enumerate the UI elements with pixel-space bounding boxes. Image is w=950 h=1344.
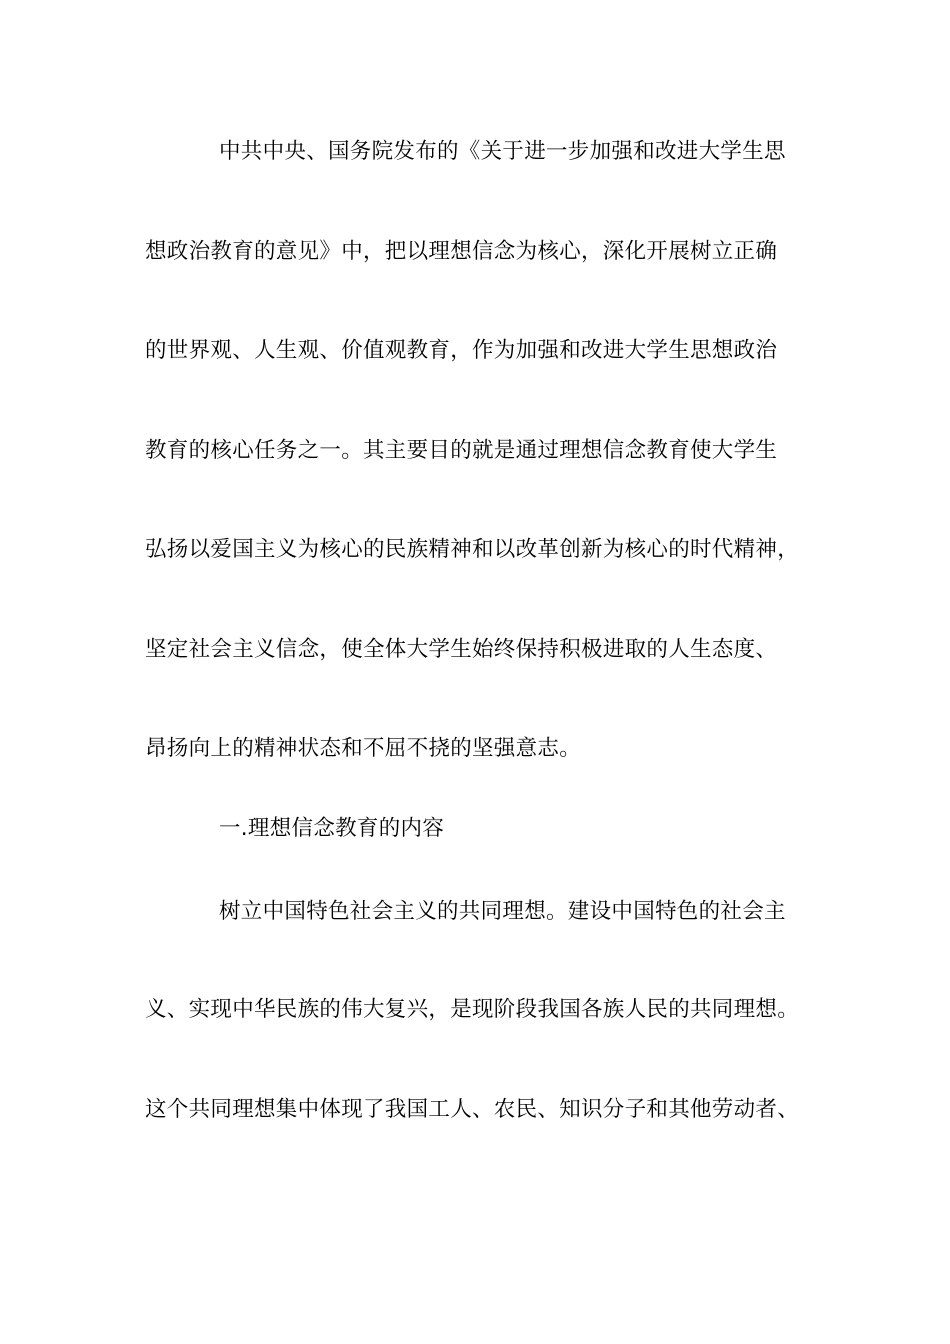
paragraph-1-line-2: 想政治教育的意见》中，把以理想信念为核心，深化开展树立正确 <box>145 239 778 264</box>
paragraph-1-line-6: 坚定社会主义信念，使全体大学生始终保持积极进取的人生态度、 <box>145 637 778 662</box>
paragraph-1-line-4: 教育的核心任务之一。其主要目的就是通过理想信念教育使大学生 <box>145 438 778 463</box>
paragraph-1-line-7: 昂扬向上的精神状态和不屈不挠的坚强意志。 <box>145 736 582 761</box>
paragraph-2-line-1: 树立中国特色社会主义的共同理想。建设中国特色的社会主 <box>219 899 786 924</box>
paragraph-1-line-5: 弘扬以爱国主义为核心的民族精神和以改革创新为核心的时代精神， <box>145 537 800 562</box>
paragraph-1-line-1: 中共中央、国务院发布的《关于进一步加强和改进大学生思 <box>219 139 786 164</box>
paragraph-2-line-3: 这个共同理想集中体现了我国工人、农民、知识分子和其他劳动者、 <box>145 1097 800 1122</box>
paragraph-2-line-2: 义、实现中华民族的伟大复兴，是现阶段我国各族人民的共同理想。 <box>145 997 800 1022</box>
paragraph-1-line-3: 的世界观、人生观、价值观教育，作为加强和改进大学生思想政治 <box>145 338 778 363</box>
section-heading: 一.理想信念教育的内容 <box>219 816 445 841</box>
